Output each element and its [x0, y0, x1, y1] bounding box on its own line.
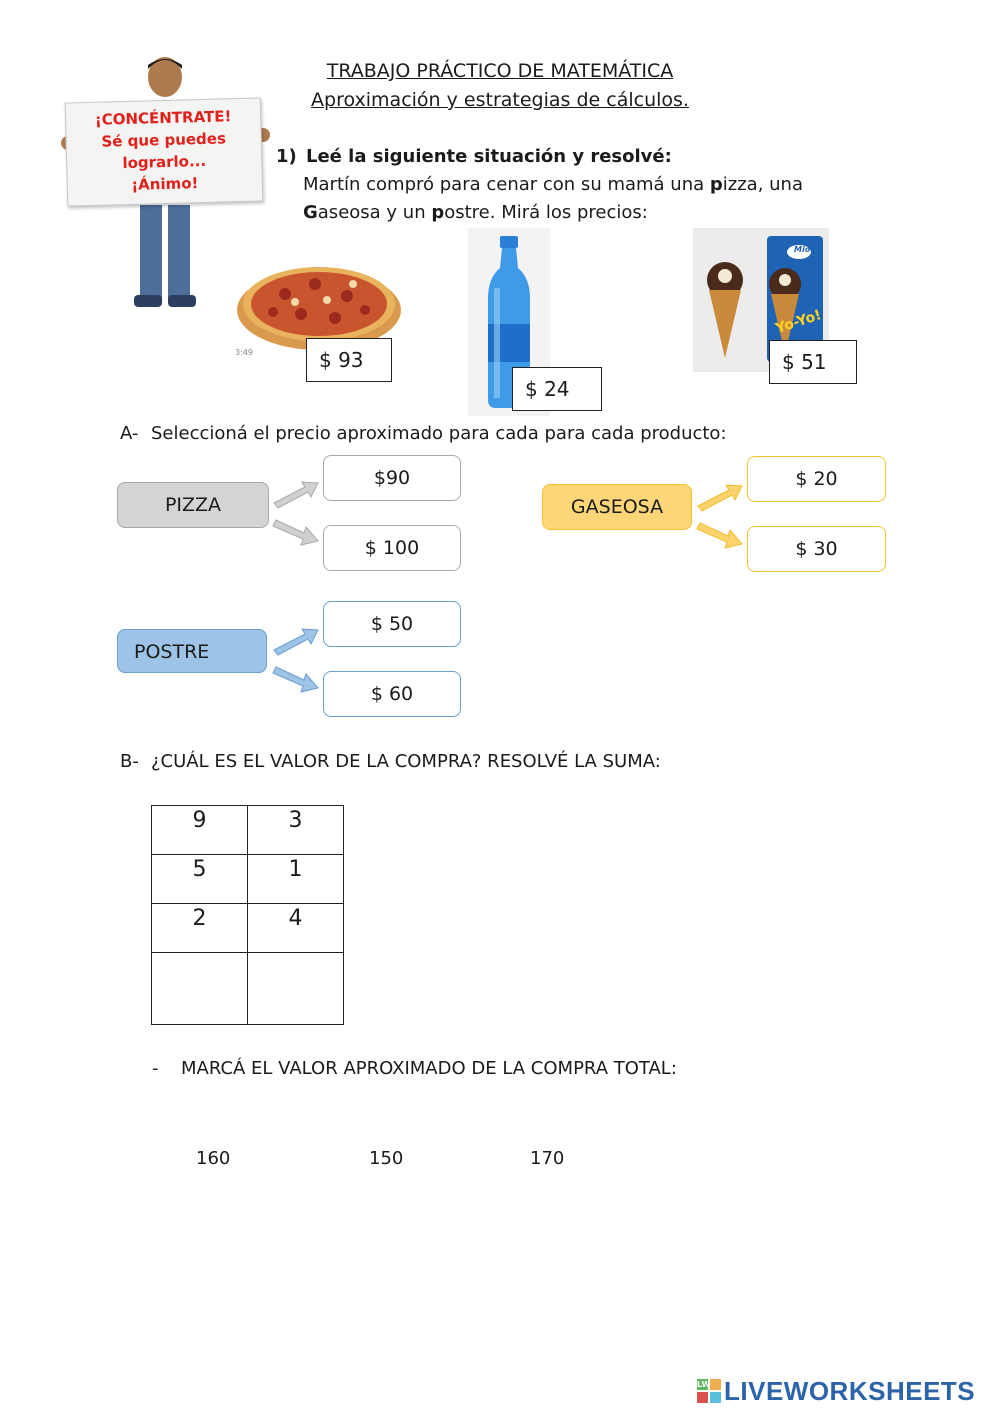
- text-part: aseosa y un: [317, 202, 432, 223]
- arrow-icon: [697, 523, 742, 548]
- text-part-bold: G: [303, 202, 318, 223]
- section-b-label: B-: [120, 751, 139, 772]
- category-postre: POSTRE: [117, 629, 267, 673]
- gaseosa-arrows: [697, 485, 742, 548]
- table-row: [152, 953, 344, 1025]
- total-option-160[interactable]: 160: [196, 1148, 231, 1169]
- mark-square: [697, 1392, 708, 1403]
- sum-table: [151, 805, 344, 1025]
- mark-square: [710, 1379, 721, 1390]
- text-part: Martín compró para cenar con su mamá una: [303, 174, 710, 195]
- section-c-instruction: MARCÁ EL VALOR APROXIMADO DE LA COMPRA TOTAL:: [181, 1058, 677, 1079]
- option-pizza-100[interactable]: $ 100: [323, 525, 461, 571]
- text-part-bold: p: [431, 202, 445, 223]
- icecream-logo: Mio: [794, 245, 811, 254]
- option-pizza-90[interactable]: $90: [323, 455, 461, 501]
- pizza-price-label: $ 93: [306, 338, 392, 382]
- sign-line-2: Sé que puedes: [101, 129, 227, 151]
- table-row: [152, 904, 344, 953]
- arrow-icon: [274, 629, 318, 655]
- pizza-caption: 3:49: [235, 348, 253, 357]
- table-cell: 2: [152, 904, 248, 953]
- option-postre-60[interactable]: $ 60: [323, 671, 461, 717]
- arrow-icon: [273, 520, 318, 545]
- sign-line-4: ¡Ánimo!: [131, 174, 199, 194]
- section-a-label: A-: [120, 423, 139, 444]
- table-row: [152, 806, 344, 855]
- answer-cell-units[interactable]: [248, 953, 344, 1025]
- option-gaseosa-30[interactable]: $ 30: [747, 526, 886, 572]
- worksheet-subtitle: Aproximación y estrategias de cálculos.: [311, 89, 689, 111]
- section-a-instruction: Seleccioná el precio aproximado para cada para cada producto:: [151, 423, 727, 444]
- text-part-bold: p: [709, 174, 723, 195]
- total-option-170[interactable]: 170: [530, 1148, 565, 1169]
- worksheet-title: TRABAJO PRÁCTICO DE MATEMÁTICA: [326, 60, 674, 82]
- category-pizza: PIZZA: [117, 482, 269, 528]
- text-part: izza, una: [722, 174, 803, 195]
- table-cell: 9: [152, 806, 248, 855]
- arrow-icon: [273, 667, 318, 692]
- total-option-150[interactable]: 150: [369, 1148, 404, 1169]
- question-number: 1): [276, 146, 297, 167]
- liveworksheets-logo: LIVEWORKSHEETS: [724, 1376, 976, 1406]
- category-gaseosa: GASEOSA: [542, 484, 692, 530]
- table-cell: 4: [248, 904, 344, 953]
- arrow-icon: [698, 485, 742, 511]
- liveworksheets-mark-icon: [697, 1379, 721, 1403]
- table-row: [152, 855, 344, 904]
- section-c-bullet: -: [152, 1058, 159, 1079]
- dessert-price-label: $ 51: [769, 340, 857, 384]
- arrow-icon: [274, 482, 318, 508]
- soda-price-label: $ 24: [512, 367, 602, 411]
- sign-line-1: ¡CONCÉNTRATE!: [94, 107, 232, 129]
- table-cell: 5: [152, 855, 248, 904]
- mark-letter: LW: [697, 1380, 711, 1389]
- text-part: ostre. Mirá los precios:: [444, 202, 648, 223]
- icecream-brand: Yo-Yo!: [773, 307, 824, 337]
- answer-cell-tens[interactable]: [152, 953, 248, 1025]
- section-b-instruction: ¿CUÁL ES EL VALOR DE LA COMPRA? RESOLVÉ LA SUMA:: [151, 751, 661, 772]
- mark-square: [710, 1392, 721, 1403]
- table-cell: 3: [248, 806, 344, 855]
- question-heading: Leé la siguiente situación y resolvé:: [306, 146, 672, 167]
- option-gaseosa-20[interactable]: $ 20: [747, 456, 886, 502]
- pizza-arrows: [273, 482, 318, 545]
- table-cell: 1: [248, 855, 344, 904]
- postre-arrows: [273, 629, 318, 692]
- option-postre-50[interactable]: $ 50: [323, 601, 461, 647]
- sign-line-3: lograrlo...: [122, 151, 207, 173]
